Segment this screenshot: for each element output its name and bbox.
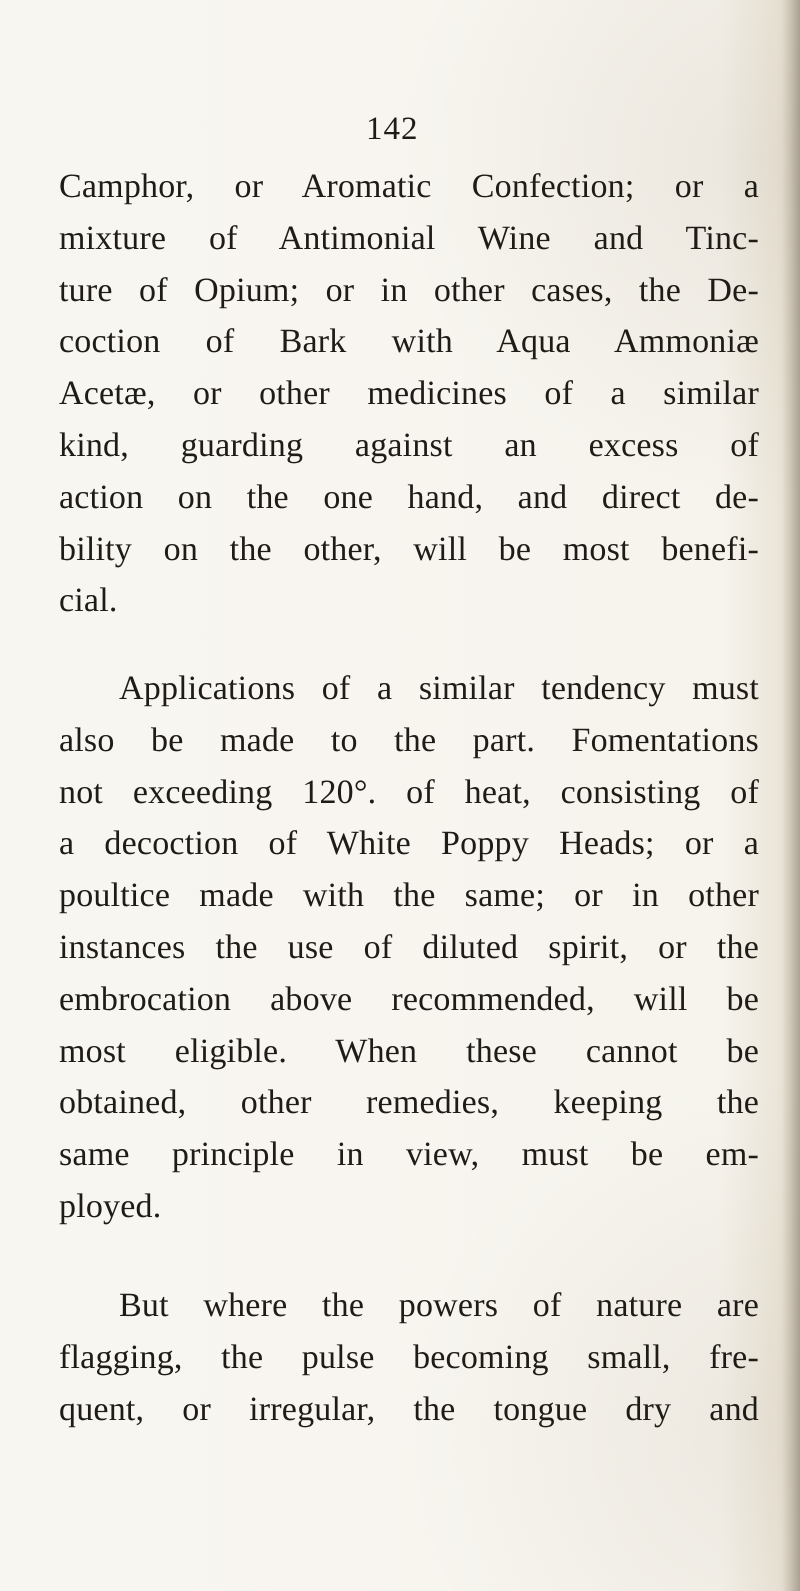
text-line: Acetæ, or other medicines of a similar [59, 375, 759, 413]
text-line: coction of Bark with Aqua Ammoniæ [59, 323, 759, 361]
page-number: 142 [366, 111, 419, 147]
text-line: obtained, other remedies, keeping the [59, 1084, 759, 1122]
text-line: also be made to the part. Fomentations [59, 721, 759, 759]
text-line: same principle in view, must be em- [59, 1136, 759, 1174]
paragraph-camphor [59, 161, 759, 627]
text-line: mixture of Antimonial Wine and Tinc- [59, 219, 759, 257]
text-line: instances the use of diluted spirit, or the [59, 928, 759, 966]
text-line: action on the one hand, and direct de- [59, 478, 759, 516]
text-line: Applications of a similar tendency must [119, 670, 759, 707]
text-line: most eligible. When these cannot be [59, 1032, 759, 1070]
text-line: ployed. [59, 1187, 162, 1225]
text-line: cial. [59, 582, 118, 620]
text-line: ture of Opium; or in other cases, the De- [59, 271, 759, 309]
page-edge-shadow [782, 0, 800, 1591]
text-line: poultice made with the same; or in other [59, 877, 759, 915]
text-line: a decoction of White Poppy Heads; or a [59, 825, 759, 863]
text-line: flagging, the pulse becoming small, fre- [59, 1338, 759, 1376]
text-line: Camphor, or Aromatic Confection; or a [59, 168, 759, 205]
text-line: embrocation above recommended, will be [59, 980, 759, 1018]
text-line: quent, or irregular, the tongue dry and [59, 1390, 759, 1428]
text-line: But where the powers of nature are [119, 1287, 759, 1324]
text-line: bility on the other, will be most benefi- [59, 530, 759, 568]
text-line: kind, guarding against an excess of [59, 426, 759, 464]
paragraph-applications [59, 663, 759, 1233]
paragraph-powers-of-nature [59, 1280, 759, 1435]
text-line: not exceeding 120°. of heat, consisting of [59, 773, 759, 811]
